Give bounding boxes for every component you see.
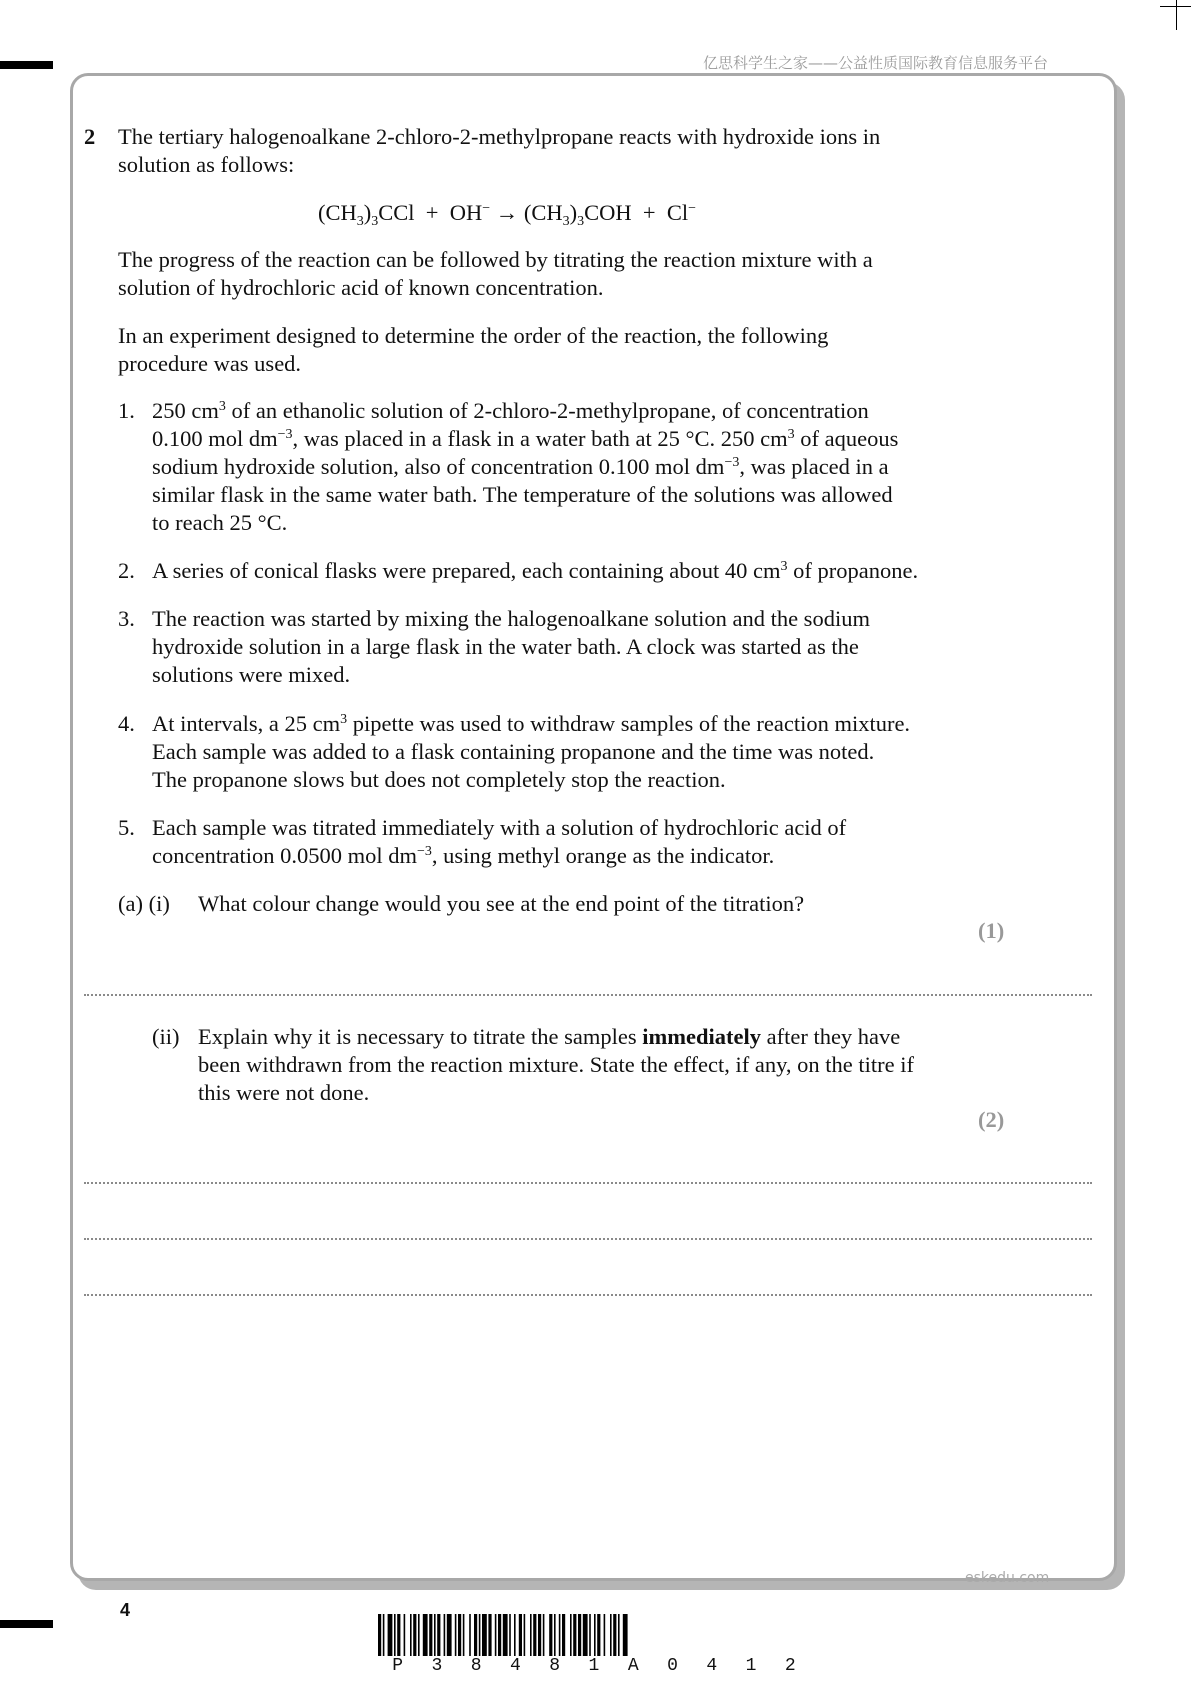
superscript: −3 bbox=[724, 455, 740, 470]
step-number: 3. bbox=[118, 606, 135, 631]
answer-line[interactable] bbox=[84, 1182, 1092, 1184]
equation-term: OH bbox=[449, 200, 483, 225]
registration-bar bbox=[0, 61, 53, 69]
barcode-bar bbox=[474, 1614, 477, 1656]
part-question-text: this were not done. bbox=[198, 1080, 370, 1105]
barcode-bar bbox=[524, 1614, 526, 1656]
barcode-bar bbox=[388, 1614, 393, 1656]
step-number: 5. bbox=[118, 815, 135, 840]
barcode-char: 8 bbox=[470, 1656, 482, 1676]
barcode-char: A bbox=[627, 1656, 639, 1676]
question-number: 2 bbox=[84, 124, 96, 149]
barcode-bar bbox=[455, 1614, 457, 1656]
barcode-bar bbox=[447, 1614, 452, 1656]
superscript: −3 bbox=[416, 844, 432, 859]
barcode-bar bbox=[410, 1614, 412, 1656]
plus-sign: + bbox=[642, 200, 656, 225]
answer-line[interactable] bbox=[84, 1294, 1092, 1296]
text-run: of propanone. bbox=[787, 558, 919, 583]
text-run: of aqueous bbox=[794, 426, 899, 451]
text-run: concentration 0.0500 mol dm bbox=[152, 843, 417, 868]
marks-label: (1) bbox=[978, 918, 1005, 943]
superscript: 3 bbox=[218, 399, 226, 414]
subscript: 3 bbox=[562, 214, 570, 229]
barcode-bar bbox=[469, 1614, 471, 1656]
barcode-text bbox=[378, 1656, 810, 1676]
text-run: 0.100 mol dm bbox=[152, 426, 278, 451]
page-number: 4 bbox=[120, 1600, 131, 1620]
step-text: solutions were mixed. bbox=[152, 662, 351, 687]
step-text: similar flask in the same water bath. The temperature of the solutions was allowed bbox=[152, 482, 893, 507]
footer-site-watermark: eskedu.com bbox=[965, 1570, 1050, 1586]
reaction-equation bbox=[318, 199, 696, 231]
barcode-bar bbox=[583, 1614, 588, 1656]
superscript: − bbox=[688, 201, 697, 216]
barcode-char: 8 bbox=[549, 1656, 561, 1676]
barcode-bar bbox=[610, 1614, 612, 1656]
superscript: 3 bbox=[787, 427, 795, 442]
barcode-bar bbox=[479, 1614, 481, 1656]
barcode-bar bbox=[458, 1614, 461, 1656]
barcode-bar bbox=[533, 1614, 536, 1656]
barcode-bar bbox=[549, 1614, 552, 1656]
equation-term: COH bbox=[584, 200, 632, 225]
barcode-bar bbox=[559, 1614, 561, 1656]
step-text: Each sample was added to a flask containing propanone and the time was noted. bbox=[152, 739, 875, 764]
barcode bbox=[378, 1614, 810, 1656]
text-run: of an ethanolic solution of 2-chloro-2-methylpropane, of concentration bbox=[225, 398, 869, 423]
barcode-bar bbox=[509, 1614, 511, 1656]
barcode-bar bbox=[444, 1614, 446, 1656]
step-text: The propanone slows but does not completely stop the reaction. bbox=[152, 767, 726, 792]
barcode-bar bbox=[570, 1614, 572, 1656]
barcode-bar bbox=[495, 1614, 497, 1656]
barcode-char: 0 bbox=[667, 1656, 678, 1676]
barcode-bar bbox=[394, 1614, 396, 1656]
step-number: 2. bbox=[118, 558, 135, 583]
barcode-bar bbox=[613, 1614, 616, 1656]
barcode-bar bbox=[514, 1614, 516, 1656]
barcode-bar bbox=[519, 1614, 522, 1656]
barcode-bar bbox=[562, 1614, 565, 1656]
barcode-bar bbox=[498, 1614, 501, 1656]
barcode-bar bbox=[413, 1614, 416, 1656]
experiment-text: In an experiment designed to determine the order of the reaction, the following bbox=[118, 323, 829, 348]
equation-term: CCl bbox=[378, 200, 415, 225]
barcode-bar bbox=[503, 1614, 508, 1656]
barcode-char: 2 bbox=[784, 1656, 796, 1676]
equation-term: ) bbox=[363, 200, 372, 225]
barcode-bar bbox=[538, 1614, 541, 1656]
barcode-bar bbox=[482, 1614, 487, 1656]
barcode-char: 4 bbox=[510, 1656, 521, 1676]
marks-label: (2) bbox=[978, 1107, 1005, 1132]
superscript: 3 bbox=[780, 559, 788, 574]
registration-bar bbox=[0, 1620, 53, 1628]
text-run: , was placed in a bbox=[739, 454, 889, 479]
step-number: 4. bbox=[118, 711, 135, 736]
answer-line[interactable] bbox=[84, 1238, 1092, 1240]
barcode-bar bbox=[418, 1614, 420, 1656]
barcode-bar bbox=[594, 1614, 596, 1656]
barcode-bar bbox=[604, 1614, 606, 1656]
barcode-bar bbox=[554, 1614, 556, 1656]
barcode-bar bbox=[488, 1614, 491, 1656]
crop-mark bbox=[1176, 0, 1177, 30]
barcode-bar bbox=[597, 1614, 600, 1656]
superscript: −3 bbox=[277, 427, 293, 442]
part-question-text: What colour change would you see at the end point of the titration? bbox=[198, 891, 805, 916]
barcode-char: 4 bbox=[706, 1656, 718, 1676]
barcode-bar bbox=[423, 1614, 428, 1656]
text-run: 250 cm bbox=[152, 398, 219, 423]
equation-term: (CH bbox=[318, 200, 357, 225]
equation-term: (CH bbox=[523, 200, 563, 225]
subscript: 3 bbox=[371, 214, 379, 229]
barcode-bar bbox=[378, 1614, 381, 1656]
barcode-bar bbox=[397, 1614, 400, 1656]
step-text: hydroxide solution in a large flask in the water bath. A clock was started as the bbox=[152, 634, 859, 659]
subscript: 3 bbox=[577, 214, 585, 229]
superscript: 3 bbox=[340, 712, 348, 727]
barcode-char: P bbox=[392, 1656, 404, 1676]
plus-sign: + bbox=[425, 200, 439, 225]
barcode-bar bbox=[578, 1614, 581, 1656]
barcode-bar bbox=[573, 1614, 576, 1656]
intro-text: solution as follows: bbox=[118, 152, 295, 177]
barcode-char: 1 bbox=[588, 1656, 600, 1676]
header-watermark: 亿思科学生之家——公益性质国际教育信息服务平台 bbox=[702, 54, 1048, 72]
step-text: Each sample was titrated immediately with a solution of hydrochloric acid of bbox=[152, 815, 847, 840]
step-text bbox=[152, 557, 918, 589]
barcode-bar bbox=[543, 1614, 545, 1656]
barcode-bar bbox=[434, 1614, 436, 1656]
barcode-bar bbox=[530, 1614, 532, 1656]
barcode-bar bbox=[437, 1614, 440, 1656]
barcode-char: 1 bbox=[745, 1656, 757, 1676]
text-run: At intervals, a 25 cm bbox=[152, 711, 341, 736]
barcode-bar bbox=[383, 1614, 385, 1656]
step-number: 1. bbox=[118, 398, 135, 423]
equation-term: ) bbox=[569, 200, 578, 225]
part-question-text bbox=[198, 1023, 900, 1051]
barcode-bar bbox=[618, 1614, 620, 1656]
part-question-text: been withdrawn from the reaction mixture. State the effect, if any, on the titre if bbox=[198, 1052, 914, 1077]
text-run: A series of conical flasks were prepared, each containing about 40 cm bbox=[152, 558, 781, 583]
text-run: , was placed in a flask in a water bath at 25 °C. 250 cm bbox=[292, 426, 788, 451]
progress-text: solution of hydrochloric acid of known concentration. bbox=[118, 275, 604, 300]
part-label: (a) (i) bbox=[118, 891, 170, 916]
equation-term: Cl bbox=[666, 200, 689, 225]
subscript: 3 bbox=[356, 214, 364, 229]
progress-text: The progress of the reaction can be followed by titrating the reaction mixture with a bbox=[118, 247, 873, 272]
text-run: , using methyl orange as the indicator. bbox=[431, 843, 775, 868]
text-run: sodium hydroxide solution, also of concentration 0.100 mol dm bbox=[152, 454, 725, 479]
text-run: Explain why it is necessary to titrate the samples bbox=[198, 1024, 643, 1049]
barcode-bar bbox=[463, 1614, 465, 1656]
barcode-bar bbox=[589, 1614, 591, 1656]
intro-text: The tertiary halogenoalkane 2-chloro-2-methylpropane reacts with hydroxide ions in bbox=[118, 124, 881, 149]
step-text bbox=[152, 842, 774, 874]
superscript: − bbox=[482, 201, 491, 216]
barcode-bar bbox=[429, 1614, 432, 1656]
step-text: to reach 25 °C. bbox=[152, 510, 288, 535]
answer-line[interactable] bbox=[84, 994, 1092, 996]
barcode-bar bbox=[623, 1614, 628, 1656]
part-label: (ii) bbox=[152, 1024, 180, 1049]
experiment-text: procedure was used. bbox=[118, 351, 302, 376]
barcode-bar bbox=[404, 1614, 406, 1656]
text-run: after they have bbox=[760, 1024, 901, 1049]
barcode-char: 3 bbox=[431, 1656, 443, 1676]
step-text: The reaction was started by mixing the halogenoalkane solution and the sodium bbox=[152, 606, 870, 631]
reaction-arrow: → bbox=[495, 200, 519, 225]
text-run: pipette was used to withdraw samples of the reaction mixture. bbox=[347, 711, 911, 736]
emphasis-text: immediately bbox=[642, 1024, 761, 1049]
